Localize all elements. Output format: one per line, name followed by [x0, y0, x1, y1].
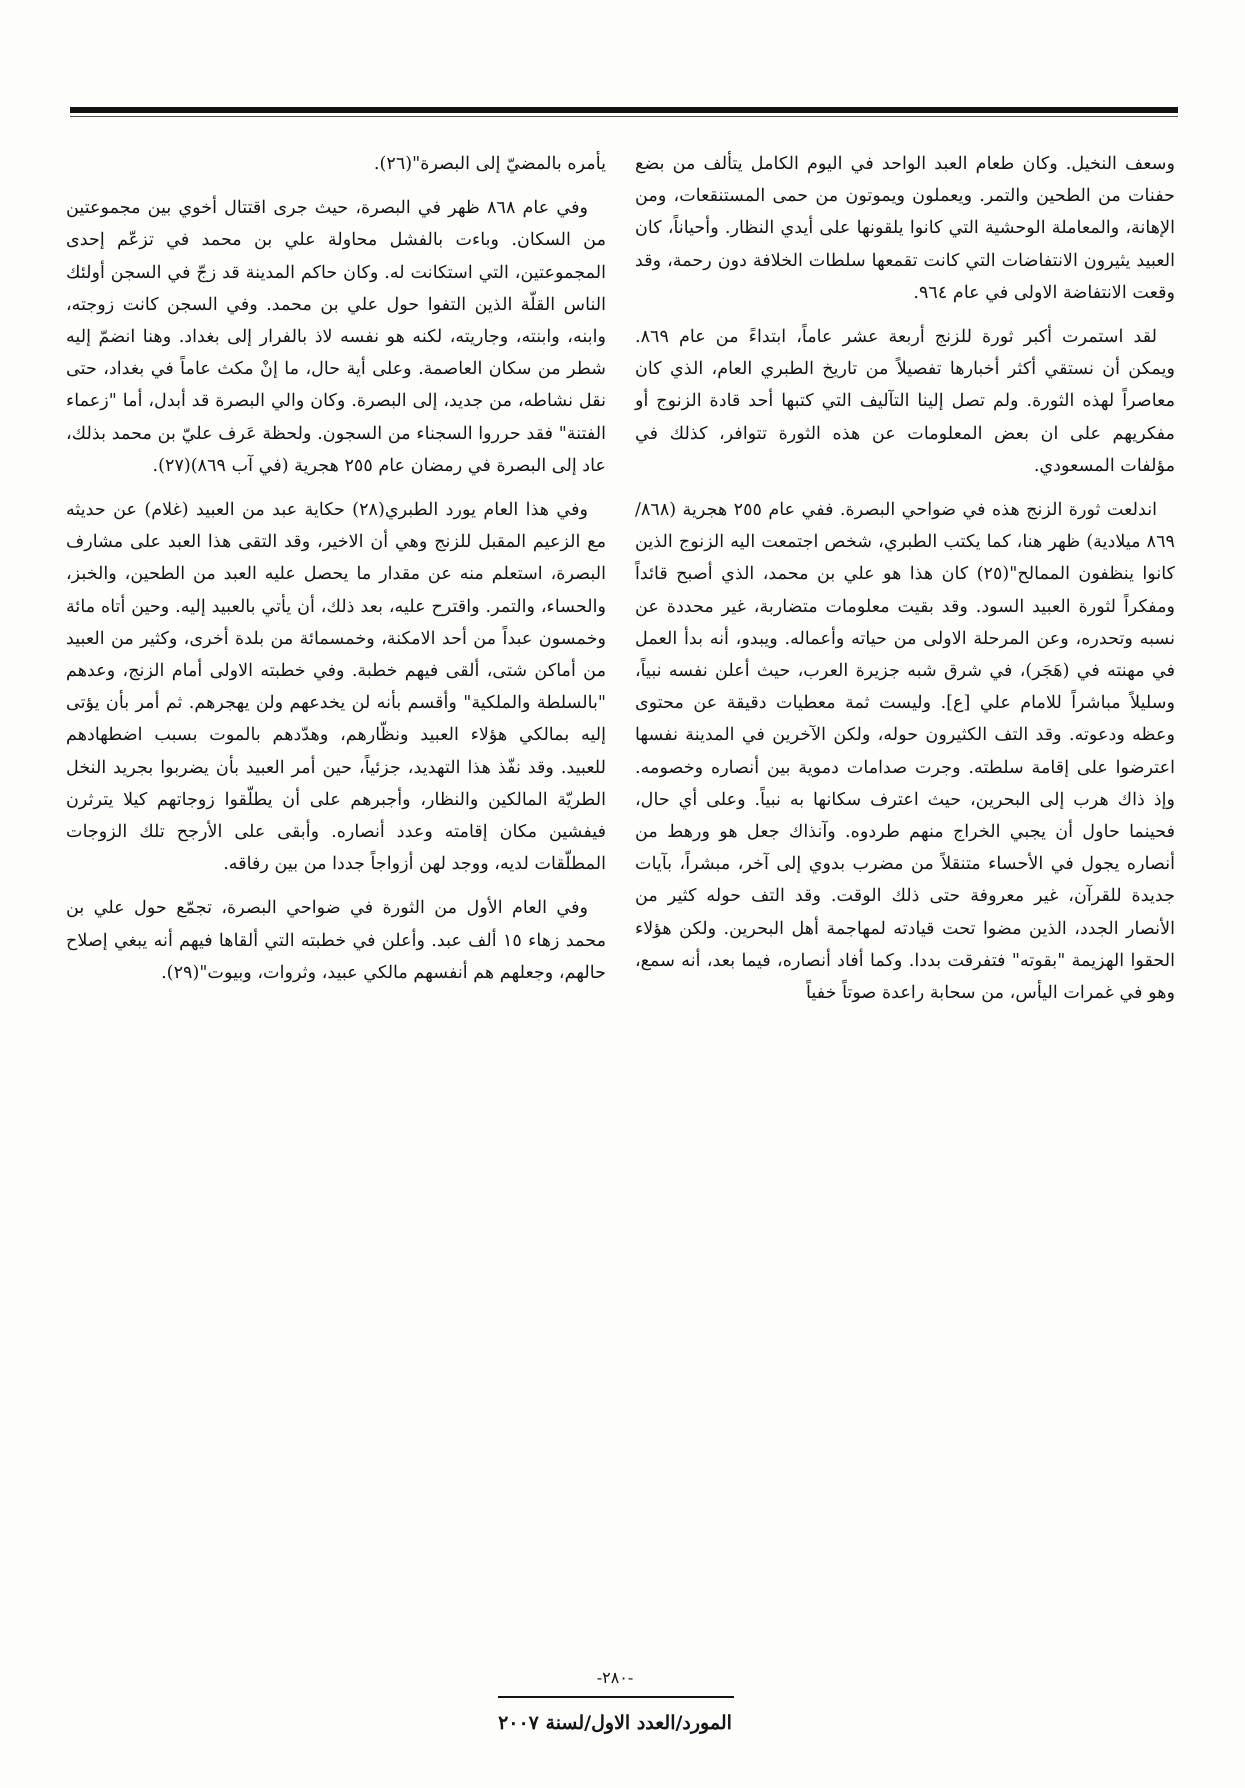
left-text-column [66, 148, 606, 1001]
right-text-column [635, 148, 1175, 1021]
footer-rule [498, 1696, 734, 1698]
paragraph: يأمره بالمضيّ إلى البصرة"(٢٦). [373, 154, 606, 174]
page-number: -٢٨٠- [596, 1668, 634, 1687]
paragraph: وفي العام الأول من الثورة في ضواحي البصرة، تجمّع حول علي بن محمد زهاء ١٥ ألف عبد. وأعلن في خطبته التي ألقاها فيهم أنه يبغي إصلاح حالهم، وجعلهم هم أنفسهم مالكي عبيد، وثروات، وبيوت"(٢٩). [66, 898, 607, 983]
header-rule [70, 107, 1178, 113]
header-rule-thin [70, 116, 1178, 117]
paragraph: اندلعت ثورة الزنج هذه في ضواحي البصرة. ففي عام ٢٥٥ هجرية (٨٦٨/ ٨٦٩ ميلادية) ظهر هنا، كما يكتب الطبري، شخص اجتمعت اليه الزنوج الذين كانوا ينظفون الممالح"(٢٥) كان هذا هو علي بن محمد، الذي أصبح قائداً ومفكراً لثورة العبيد السود. وقد بقيت معلومات متضاربة، غير محددة عن نسبه وتحدره، وعن المرحلة الاولى من حياته وأعماله. ويبدو، أنه بدأ العمل في مهنته في (هَجَر)، في شرق شبه جزيرة العرب، حيث أعلن نفسه نبياً، وسليلاً مباشراً للامام علي [ع]. وليست ثمة معطيات دقيقة عن محتوى وعظه ودعوته. وقد التف الكثيرون حوله، ولكن الآخرين في المدينة نفسها اعترضوا على إقامة سلطته. وجرت صدامات دموية بين أنصاره وخصومه. وإذ ذاك هرب إلى البحرين، حيث اعترف سكانها به نبياً. وعلى أي حال، فحينما حاول أن يجبي الخراج منهم طردوه. وآنذاك جعل هو ورهط من أنصاره يجول في الأحساء متنقلاً من مضرب بدوي إلى آخر، مبشراً، بآيات جديدة للقرآن، غير معروفة حتى ذلك الوقت. وقد التف حوله كثير من الأنصار الجدد، الذين مضوا تحت قيادته لمهاجمة أهل البحرين. ولكن هؤلاء الحقوا الهزيمة "بقوته" فتفرقت بددا. وكما أفاد أنصاره، فيما بعد، أنه سمع، وهو في غمرات اليأس، من سحابة راعدة صوتاً خفياً [635, 500, 1175, 1004]
paragraph: وسعف النخيل. وكان طعام العبد الواحد في اليوم الكامل يتألف من بضع حفنات من الطحين والتمر. ويعملون ويموتون من حمى المستنقعات، ومن الإهانة، والمعاملة الوحشية التي كانوا يلقونها على أيدي النظار. وأحياناً، كان العبيد يثيرون الانتفاضات التي كانت تقمعها سلطات الخلافة دون رحمة، وقد وقعت الانتفاضة الاولى في عام ٩٦٤. [635, 154, 1175, 303]
paragraph: وفي عام ٨٦٨ ظهر في البصرة، حيث جرى اقتتال أخوي بين مجموعتين من السكان. وباءت بالفشل محاولة علي بن محمد في تزعّم إحدى المجموعتين، التي استكانت له. وكان حاكم المدينة قد زجّ في السجن أولئك الناس القلّة الذين التفوا حول علي بن محمد. وفي السجن كانت زوجته، وابنه، وابنته، وجاريته، لكنه هو نفسه لاذ بالفرار إلى بغداد. وهنا انضمّ إليه شطر من سكان العاصمة. وعلى أية حال، ما إنْ مكث عاماً في بغداد، حتى نقل نشاطه، من جديد، إلى البصرة. وكان والي البصرة قد أبدل، أما "زعماء الفتنة" فقد حرروا السجناء من السجون. ولحظة عَرف عليّ بن محمد بذلك، عاد إلى البصرة في رمضان عام ٢٥٥ هجرية (في آب ٨٦٩)(٢٧). [66, 198, 606, 476]
paragraph: لقد استمرت أكبر ثورة للزنج أربعة عشر عاماً، ابتداءً من عام ٨٦٩. ويمكن أن نستقي أكثر أخبارها تفصيلاً من تاريخ الطبري العام، الذي كان معاصراً لهذه الثورة. ولم تصل إلينا التآليف التي كتبها أحد قادة الزنوج أو مفكريهم على ان بعض المعلومات عن هذه الثورة تتوافر، كذلك في مؤلفات المسعودي. [635, 327, 1175, 476]
paragraph: وفي هذا العام يورد الطبري(٢٨) حكاية عبد من العبيد (غلام) عن حديثه مع الزعيم المقبل للزنج وهي أن الاخير، وقد التقى هذا العبد على مشارف البصرة، استعلم منه عن مقدار ما يحصل عليه العبد من الطحين، والخبز، والحساء، والتمر. واقترح عليه، بعد ذلك، أن يأتي بالعبيد إليه. وحين أتاه مائة وخمسون عبداً من أحد الامكنة، وخمسمائة من بلدة أخرى، وكثير من العبيد من أماكن شتى، ألقى فيهم خطبة. وفي خطبته الاولى أمام الزنج، وعدهم "بالسلطة والملكية" وأقسم بأنه لن يخدعهم ولن يهجرهم. ثم أمر بأن يؤتى إليه بمالكي هؤلاء العبيد ونظّارهم، وهدّدهم بالموت بسبب اضطهادهم للعبيد. وقد نفّذ هذا التهديد، جزئياً، حين أمر العبيد بأن يضربوا بجريد النخل الطريّة المالكين والنظار، وأجبرهم على أن يطلّقوا زوجاتهم كيلا يترثرن فيفشين مكان إقامته وعدد أنصاره. وأبقى على الأرجح تلك الزوجات المطلّقات لديه، ووجد لهن أزواجاً جددا من بين رفاقه. [66, 500, 606, 875]
journal-footer: المورد/العدد الاول/لسنة ٢٠٠٧ [498, 1712, 732, 1734]
